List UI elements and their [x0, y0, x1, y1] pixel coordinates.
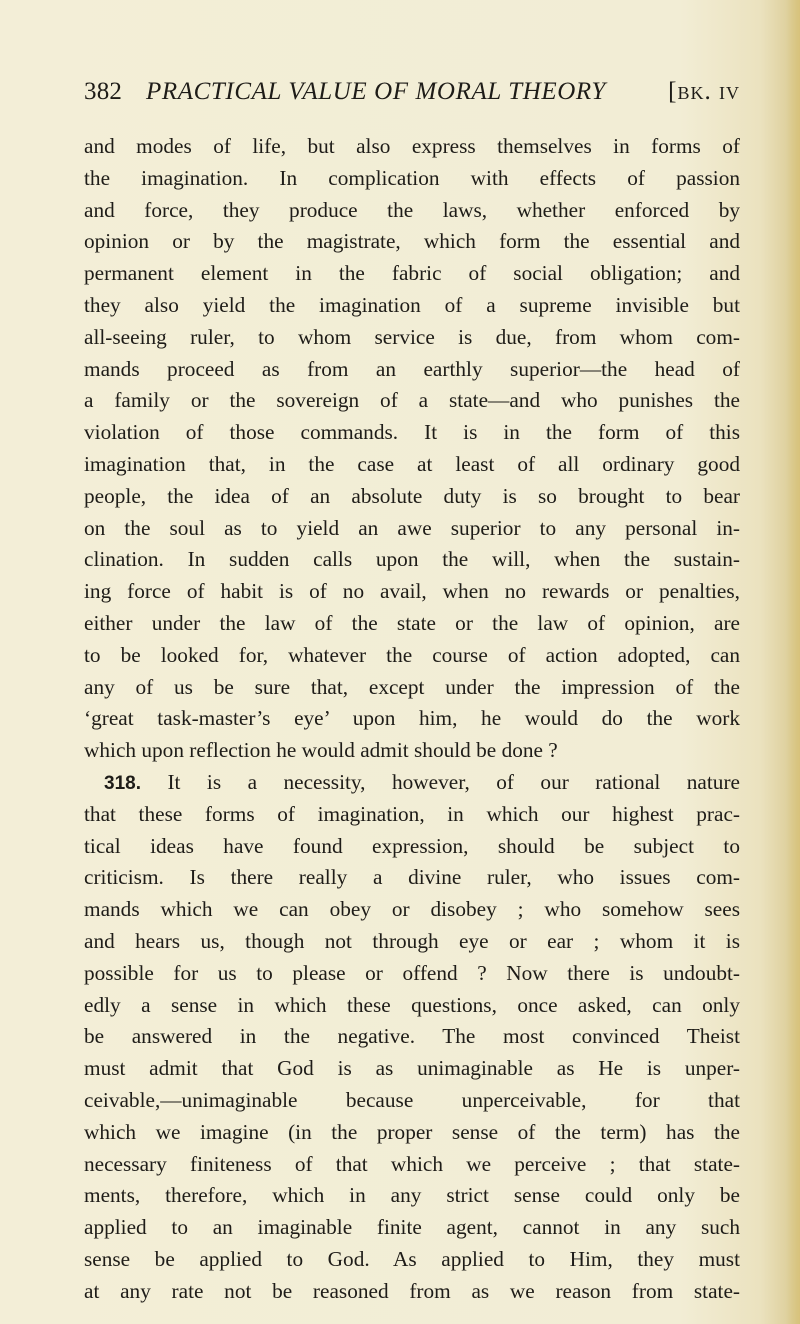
- section-number: 318.: [104, 772, 141, 794]
- text-line: violation of those commands. It is in the form of this: [84, 420, 740, 445]
- text-line: mands proceed as from an earthly superior—the head of: [84, 356, 740, 381]
- running-title: PRACTICAL VALUE OF MORAL THEORY: [146, 78, 606, 105]
- text-line: and modes of life, but also express themselves in forms of: [84, 134, 740, 158]
- text-line: opinion or by the magistrate, which form the essential and: [84, 229, 740, 254]
- text-line: possible for us to please or offend ? Now there is undoubt-: [84, 960, 740, 985]
- page-edge-shading: [786, 0, 800, 1324]
- text-line: that these forms of imagination, in which our highest prac-: [84, 801, 740, 826]
- text-line: be answered in the negative. The most convinced Theist: [84, 1024, 740, 1049]
- book-reference: [bk. iv: [668, 78, 740, 105]
- text-line: ments, therefore, which in any strict sense could only be: [84, 1183, 740, 1208]
- body-text: [84, 131, 740, 1307]
- text-line: sense be applied to God. As applied to Him, they must: [84, 1246, 740, 1271]
- section-first-line: [84, 767, 740, 799]
- section-first-line-text: It is a necessity, however, of our rational nature: [167, 769, 740, 794]
- text-line: ceivable,—unimaginable because unperceivable, for that: [84, 1087, 740, 1112]
- text-line: ‘great task-master’s eye’ upon him, he would do the work: [84, 706, 740, 731]
- text-line: people, the idea of an absolute duty is so brought to bear: [84, 483, 740, 508]
- text-line: edly a sense in which these questions, once asked, can only: [84, 992, 740, 1017]
- text-line: they also yield the imagination of a supreme invisible but: [84, 292, 740, 317]
- text-line: criticism. Is there really a divine ruler, who issues com-: [84, 865, 740, 890]
- text-line: necessary finiteness of that which we perceive ; that state-: [84, 1151, 740, 1176]
- text-line: a family or the sovereign of a state—and who punishes the: [84, 388, 740, 413]
- text-line: applied to an imaginable finite agent, cannot in any such: [84, 1215, 740, 1240]
- text-line: imagination that, in the case at least of all ordinary good: [84, 451, 740, 476]
- text-line: which upon reflection he would admit should be done ?: [84, 738, 558, 763]
- text-line: permanent element in the fabric of social obligation; and: [84, 261, 740, 286]
- text-line: ing force of habit is of no avail, when no rewards or penalties,: [84, 579, 740, 604]
- text-line: all-seeing ruler, to whom service is due, from whom com-: [84, 324, 740, 349]
- text-line: which we imagine (in the proper sense of the term) has the: [84, 1119, 740, 1144]
- text-line: either under the law of the state or the law of opinion, are: [84, 610, 740, 635]
- text-line: must admit that God is as unimaginable as He is unper-: [84, 1056, 740, 1081]
- text-line: clination. In sudden calls upon the will, when the sustain-: [84, 547, 740, 572]
- text-line: and force, they produce the laws, whether enforced by: [84, 197, 740, 222]
- text-line: mands which we can obey or disobey ; who somehow sees: [84, 897, 740, 922]
- page-number: 382: [84, 78, 123, 105]
- running-header: [84, 78, 740, 112]
- text-line: any of us be sure that, except under the impression of the: [84, 674, 740, 699]
- text-line: tical ideas have found expression, should be subject to: [84, 833, 740, 858]
- text-line: and hears us, though not through eye or ear ; whom it is: [84, 928, 740, 953]
- text-line: the imagination. In complication with effects of passion: [84, 165, 740, 190]
- text-line: on the soul as to yield an awe superior to any personal in-: [84, 515, 740, 540]
- text-line: at any rate not be reasoned from as we reason from state-: [84, 1278, 740, 1303]
- text-line: to be looked for, whatever the course of action adopted, can: [84, 642, 740, 667]
